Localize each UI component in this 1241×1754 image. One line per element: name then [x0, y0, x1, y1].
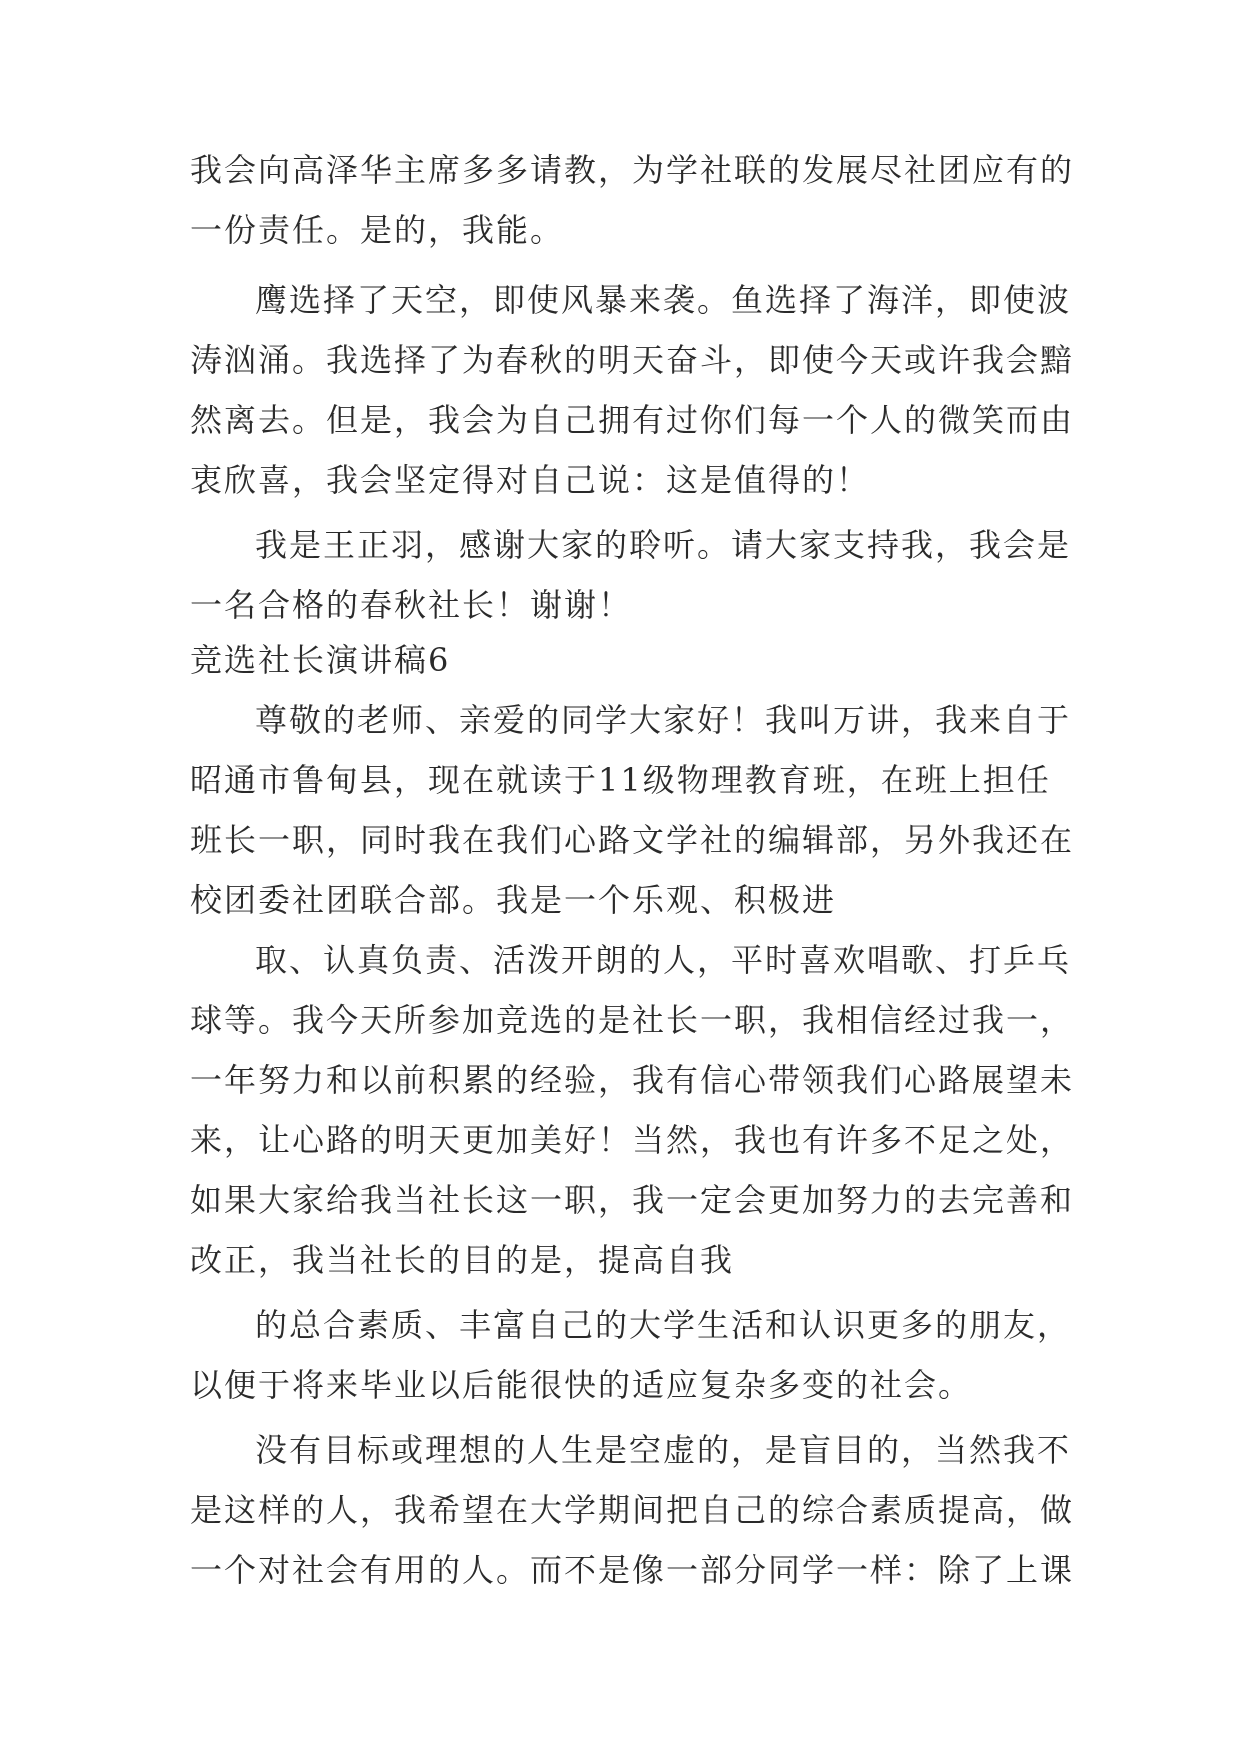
section-heading: 竞选社长演讲稿6	[190, 641, 451, 679]
text-line: 班长一职，同时我在我们心路文学社的编辑部，另外我还在	[190, 821, 1075, 859]
text-line: 以便于将来毕业以后能很快的适应复杂多变的社会。	[190, 1366, 973, 1404]
text-line: 昭通市鲁甸县，现在就读于11级物理教育班，在班上担任	[190, 761, 1051, 799]
text-line: 的总合素质、丰富自己的大学生活和认识更多的朋友，	[255, 1306, 1072, 1344]
text-line: 鹰选择了天空，即使风暴来袭。鱼选择了海洋，即使波	[255, 281, 1072, 319]
text-line: 一份责任。是的，我能。	[190, 211, 565, 249]
text-line: 没有目标或理想的人生是空虚的，是盲目的，当然我不	[255, 1431, 1072, 1469]
text-line: 一年努力和以前积累的经验，我有信心带领我们心路展望未	[190, 1061, 1075, 1099]
text-line: 衷欣喜，我会坚定得对自己说：这是值得的！	[190, 461, 871, 499]
text-line: 校团委社团联合部。我是一个乐观、积极进	[190, 881, 837, 919]
text-line: 取、认真负责、活泼开朗的人，平时喜欢唱歌、打乒乓	[255, 941, 1072, 979]
text-line: 然离去。但是，我会为自己拥有过你们每一个人的微笑而由	[190, 401, 1075, 439]
text-line: 球等。我今天所参加竞选的是社长一职，我相信经过我一，	[190, 1001, 1075, 1039]
text-line: 是这样的人，我希望在大学期间把自己的综合素质提高，做	[190, 1491, 1075, 1529]
text-line: 一个对社会有用的人。而不是像一部分同学一样：除了上课	[190, 1551, 1075, 1589]
text-line: 改正，我当社长的目的是，提高自我	[190, 1241, 735, 1279]
text-line: 涛汹涌。我选择了为春秋的明天奋斗，即使今天或许我会黯	[190, 341, 1075, 379]
text-line: 一名合格的春秋社长！谢谢！	[190, 586, 633, 624]
text-line: 如果大家给我当社长这一职，我一定会更加努力的去完善和	[190, 1181, 1075, 1219]
text-line: 来，让心路的明天更加美好！当然，我也有许多不足之处，	[190, 1121, 1075, 1159]
text-line: 尊敬的老师、亲爱的同学大家好！我叫万讲，我来自于	[255, 701, 1072, 739]
text-line: 我是王正羽，感谢大家的聆听。请大家支持我，我会是	[255, 526, 1072, 564]
text-line: 我会向高泽华主席多多请教，为学社联的发展尽社团应有的	[190, 151, 1075, 189]
